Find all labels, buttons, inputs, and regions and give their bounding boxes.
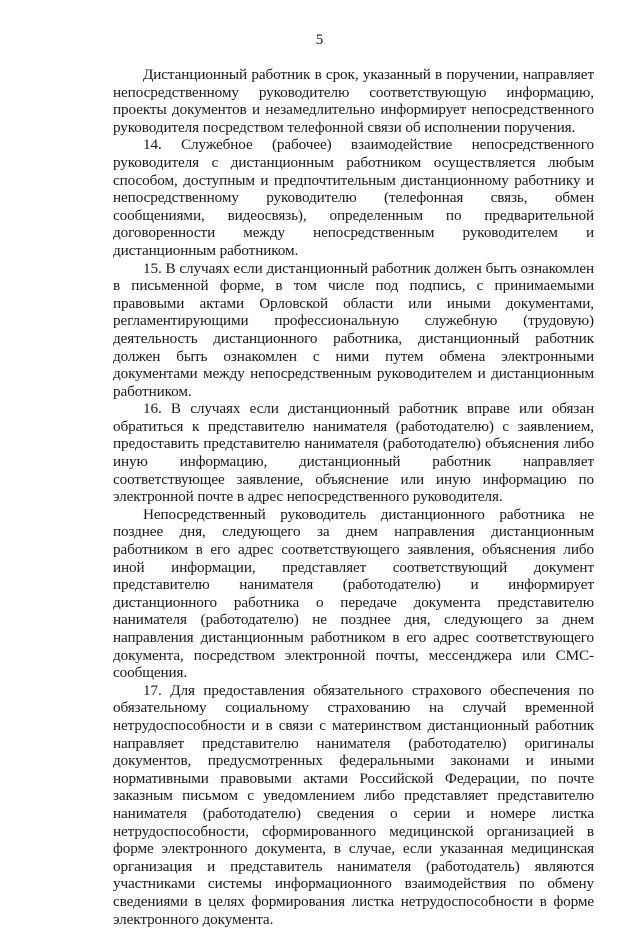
paragraph-15-familiarization: 15. В случаях если дистанционный работник должен быть ознакомлен в письменной форме, в том числе под подпись, с принимаемыми правовыми актами Орловской области или иными документами, регламентирующими профессиональную служебную (трудовую) деятельность дистанционного работника, дистанционный работник должен быть ознакомлен с ними путем обмена электронными документами между непосредственным руководителем и дистанционным работником. xyxy=(113,259,594,400)
document-body xyxy=(113,66,594,928)
paragraph-16-manager-duties: Непосредственный руководитель дистанционного работника не позднее дня, следующего за днем направления дистанционным работником в его адрес соответствующего заявления, объяснения либо иной информации, представляет соответствующий документ представителю нанимателя (работодателю) и информирует дистанционного работника о передаче документа представителю нанимателя (работодателю) не позднее дня, следующего за днем направления дистанционным работником в его адрес соответствующего документа, посредством электронной почты, мессенджера или СМС-сообщения. xyxy=(113,505,594,682)
page-number: 5 xyxy=(315,32,324,48)
paragraph-16-applications: 16. В случаях если дистанционный работник вправе или обязан обратиться к представителю нанимателя (работодателю) с заявлением, предоставить представителю нанимателя (работодателю) объяснения либо иную информацию, дистанционный работник направляет соответствующее заявление, объяснение или иную информацию по электронной почте в адрес непосредственного руководителя. xyxy=(113,400,594,506)
paragraph-remote-worker-report: Дистанционный работник в срок, указанный в поручении, направляет непосредственному руководителю соответствующую информацию, проекты документов и незамедлительно информирует непосредственного руководителя посредством телефонной связи об исполнении поручения. xyxy=(113,66,594,136)
paragraph-14-interaction: 14. Служебное (рабочее) взаимодействие непосредственного руководителя с дистанционным работником осуществляется любым способом, доступным и предпочтительным дистанционному работнику и непосредственному руководителю (телефонная связь, обмен сообщениями, видеосвязь), определенным по предварительной договоренности между непосредственным руководителем и дистанционным работником. xyxy=(113,136,594,259)
paragraph-17-insurance: 17. Для предоставления обязательного страхового обеспечения по обязательному социальному страхованию на случай временной нетрудоспособности и в связи с материнством дистанционный работник направляет представителю нанимателя (работодателю) оригиналы документов, предусмотренных федеральными законами и иными нормативными правовыми актами Российской Федерации, по почте заказным письмом с уведомлением либо представляет представителю нанимателя (работодателю) сведения о серии и номере листка нетрудоспособности, сформированного медицинской организацией в форме электронного документа, в случае, если указанная медицинская организация и представитель нанимателя (работодатель) являются участниками системы информационного взаимодействия по обмену сведениями в целях формирования листка нетрудоспособности в форме электронного документа. xyxy=(113,681,594,928)
